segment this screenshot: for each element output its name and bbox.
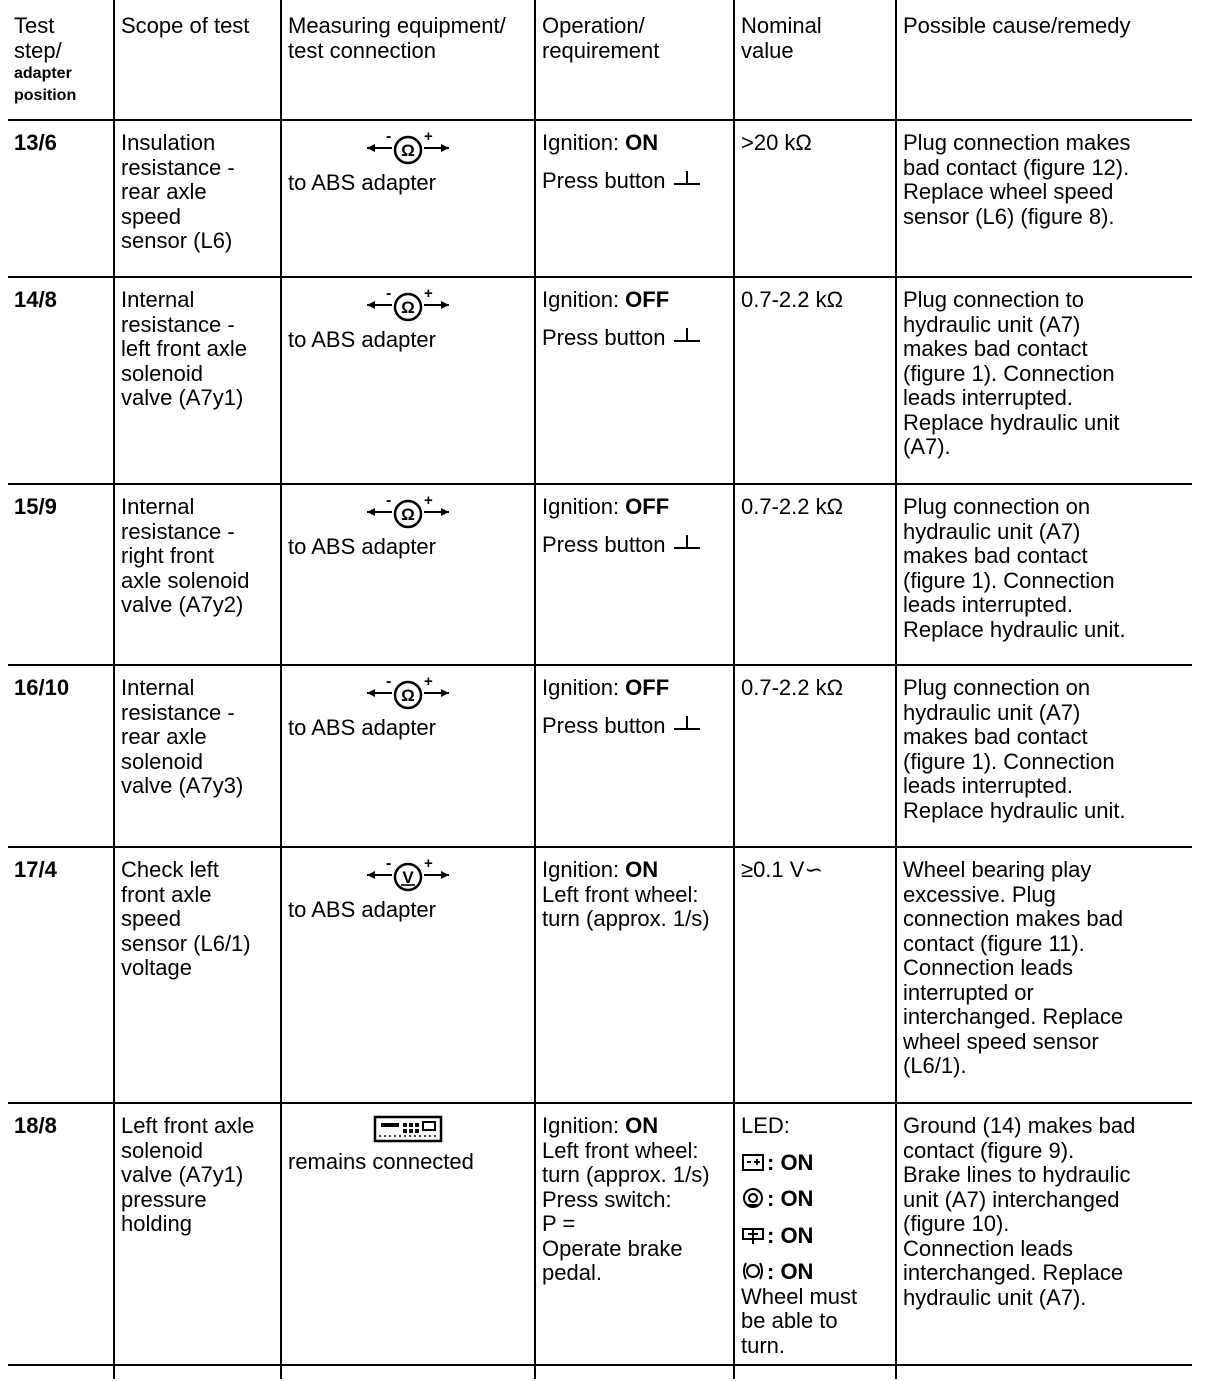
led-status-abs [741, 1260, 889, 1285]
cause-text: Plug connection makes [903, 130, 1131, 155]
ohmmeter-icon [363, 676, 453, 710]
meter-symbol: V [402, 868, 414, 887]
led-status-gear [741, 1187, 889, 1212]
cause-text: contact (figure 9). [903, 1137, 1075, 1163]
ohmmeter-icon [363, 131, 453, 165]
cause-text: makes bad contact [903, 336, 1088, 361]
led-on-text: : ON [767, 1222, 814, 1248]
led-label: LED: [741, 1113, 790, 1138]
scope-text: voltage [121, 955, 192, 980]
operation-text: Press button [542, 712, 666, 738]
measuring-cell [281, 120, 535, 277]
header-subtext: position [14, 87, 77, 104]
nominal-note: Wheel must [741, 1283, 858, 1309]
cause-text: hydraulic unit (A7). [903, 1284, 1087, 1310]
cause-text: leads interrupted. [903, 592, 1073, 617]
scope-text: valve (A7y1) [121, 1162, 244, 1187]
ignition-state: ON [625, 857, 659, 882]
cause-text: (figure 1). Connection [903, 748, 1115, 774]
ignition-label: Ignition: [542, 857, 626, 882]
cause-text: (figure 10). [903, 1211, 1010, 1236]
valve-icon [741, 1224, 767, 1246]
connection-text: to ABS adapter [288, 714, 436, 740]
header-text: Test [14, 13, 55, 38]
table-row-empty [8, 1365, 1192, 1379]
ignition-state: ON [625, 130, 659, 155]
press-button-icon [672, 532, 702, 552]
cause-cell [896, 484, 1192, 665]
scope-text: rear axle [121, 724, 207, 749]
header-text: Operation/ [542, 13, 645, 38]
scope-text: valve (A7y1) [121, 385, 244, 410]
cause-text: leads interrupted. [903, 773, 1073, 798]
nominal-cell [734, 847, 896, 1103]
scope-text: axle solenoid [121, 567, 250, 593]
svg-text:-: - [386, 676, 392, 690]
cause-text: interrupted or [903, 979, 1034, 1005]
cause-text: Plug connection on [903, 675, 1091, 700]
operation-cell [535, 120, 734, 277]
scope-text: front axle [121, 881, 212, 907]
cause-text: Replace hydraulic unit. [903, 616, 1126, 642]
led-on-text: : ON [767, 1186, 814, 1211]
nominal-note: be able to [741, 1308, 838, 1333]
cause-text: (A7). [903, 434, 951, 459]
measuring-cell [281, 1103, 535, 1365]
cause-text: Plug connection to [903, 287, 1085, 312]
scope-text: left front axle [121, 336, 247, 361]
scope-text: sensor (L6/1) [121, 930, 251, 956]
scope-cell [114, 120, 281, 277]
scope-text: Insulation [121, 130, 216, 155]
svg-text:+: + [424, 676, 433, 690]
tester-device-icon [373, 1114, 443, 1144]
svg-text:-: - [386, 288, 392, 302]
warning-lamp-icon [741, 1187, 767, 1209]
svg-text:-: - [386, 131, 392, 145]
cause-text: interchanged. Replace [903, 1260, 1124, 1285]
cause-cell [896, 847, 1192, 1103]
cause-text: wheel speed sensor [903, 1028, 1099, 1054]
cause-text: interchanged. Replace [903, 1004, 1124, 1029]
header-subtext: adapter [14, 65, 72, 82]
scope-text: holding [121, 1211, 192, 1236]
operation-text: pedal. [542, 1260, 602, 1285]
led-on-text: : ON [767, 1149, 814, 1175]
connection-text: to ABS adapter [288, 169, 436, 195]
scope-text: resistance - [121, 154, 235, 180]
nominal-value: 0.7-2.2 kΩ [741, 675, 844, 700]
ohmmeter-icon [363, 495, 453, 529]
cause-text: connection makes bad [903, 906, 1124, 931]
meter-symbol: Ω [401, 505, 415, 524]
cause-text: Brake lines to hydraulic [903, 1162, 1131, 1187]
header-text: step/ [14, 37, 62, 63]
svg-text:-: - [386, 495, 392, 509]
scope-cell [114, 277, 281, 484]
abs-lamp-icon [741, 1260, 767, 1282]
cause-text: excessive. Plug [903, 881, 1056, 907]
ignition-label: Ignition: [542, 1113, 626, 1138]
led-status-valve [741, 1224, 889, 1249]
scope-text: speed [121, 203, 181, 229]
ignition-label: Ignition: [542, 675, 626, 700]
scope-text: Left front axle [121, 1113, 255, 1138]
scope-text: solenoid [121, 360, 203, 386]
header-text: requirement [542, 37, 660, 63]
cause-text: leads interrupted. [903, 385, 1073, 410]
operation-cell [535, 1103, 734, 1365]
connection-text: to ABS adapter [288, 896, 436, 922]
test-table [8, 0, 1192, 1379]
operation-text: Left front wheel: [542, 1137, 699, 1163]
connection-text: to ABS adapter [288, 533, 436, 559]
header-text: value [741, 37, 794, 63]
ignition-label: Ignition: [542, 494, 626, 519]
nominal-cell [734, 277, 896, 484]
header-text: Nominal [741, 13, 822, 38]
nominal-value: 0.7-2.2 kΩ [741, 494, 844, 519]
cause-text: Connection leads [903, 1235, 1074, 1261]
operation-cell [535, 277, 734, 484]
scope-text: valve (A7y2) [121, 592, 244, 617]
operation-text: Press button [542, 167, 666, 193]
cause-text: sensor (L6) (figure 8). [903, 203, 1115, 229]
cause-text: contact (figure 11). [903, 930, 1085, 956]
meter-symbol: Ω [401, 298, 415, 317]
scope-text: Internal [121, 287, 195, 312]
table-row [8, 120, 1192, 277]
led-on-text: : ON [767, 1259, 814, 1284]
scope-text: valve (A7y3) [121, 773, 244, 798]
ignition-state: OFF [625, 675, 670, 700]
table-row [8, 847, 1192, 1103]
cause-text: Replace hydraulic unit [903, 409, 1120, 435]
cause-text: hydraulic unit (A7) [903, 518, 1081, 544]
step-number: 13/6 [14, 130, 57, 155]
step-number: 16/10 [14, 675, 70, 700]
header-text: Measuring equipment/ [288, 13, 506, 38]
scope-text: speed [121, 906, 181, 931]
operation-text: Press button [542, 531, 666, 557]
ohmmeter-icon [363, 288, 453, 322]
ignition-label: Ignition: [542, 287, 626, 312]
step-number: 18/8 [14, 1113, 57, 1138]
cause-text: hydraulic unit (A7) [903, 699, 1081, 725]
scope-cell [114, 847, 281, 1103]
measuring-cell [281, 484, 535, 665]
scope-text: solenoid [121, 748, 203, 774]
svg-text:-: - [386, 858, 392, 872]
scope-text: Check left [121, 857, 219, 882]
scope-text: resistance - [121, 311, 235, 337]
header-measuring [281, 0, 535, 120]
operation-text: Press button [542, 324, 666, 350]
step-number: 14/8 [14, 287, 57, 312]
header-test-step [8, 0, 114, 120]
operation-cell [535, 847, 734, 1103]
cause-text: makes bad contact [903, 543, 1088, 568]
header-cause: Possible cause/remedy [896, 0, 1192, 120]
scope-text: rear axle [121, 179, 207, 204]
operation-text: Press switch: [542, 1186, 672, 1212]
connection-text: to ABS adapter [288, 326, 436, 352]
table-row [8, 1103, 1192, 1365]
svg-text:+: + [424, 858, 433, 872]
measuring-cell [281, 277, 535, 484]
press-button-icon [672, 713, 702, 733]
svg-text:+: + [424, 131, 433, 145]
cause-text: Replace wheel speed [903, 179, 1114, 204]
cause-text: makes bad contact [903, 724, 1088, 749]
nominal-note: turn. [741, 1332, 786, 1358]
cause-text: Wheel bearing play [903, 857, 1092, 882]
scope-text: resistance - [121, 518, 235, 544]
scope-text: sensor (L6) [121, 228, 233, 253]
scope-text: Internal [121, 675, 195, 700]
scope-text: Internal [121, 494, 195, 519]
operation-text: turn (approx. 1/s) [542, 906, 710, 931]
cause-cell [896, 120, 1192, 277]
nominal-cell [734, 665, 896, 847]
svg-text:+: + [424, 288, 433, 302]
operation-text: turn (approx. 1/s) [542, 1162, 710, 1187]
cause-text: bad contact (figure 12). [903, 154, 1130, 180]
scope-text: pressure [121, 1186, 207, 1212]
table-row [8, 277, 1192, 484]
operation-text: P = [542, 1211, 576, 1236]
scope-cell [114, 1103, 281, 1365]
operation-cell [535, 665, 734, 847]
cause-text: unit (A7) interchanged [903, 1186, 1120, 1212]
header-text: test connection [288, 37, 436, 63]
cause-text: Ground (14) makes bad [903, 1113, 1136, 1138]
press-button-icon [672, 168, 702, 188]
operation-cell [535, 484, 734, 665]
nominal-value: ≥0.1 V∽ [741, 857, 823, 882]
cause-cell [896, 1103, 1192, 1365]
cause-text: (figure 1). Connection [903, 567, 1115, 593]
scope-text: resistance - [121, 699, 235, 725]
cause-text: hydraulic unit (A7) [903, 311, 1081, 337]
step-number: 17/4 [14, 857, 57, 882]
nominal-value: 0.7-2.2 kΩ [741, 287, 844, 312]
table-row [8, 665, 1192, 847]
battery-warning-icon [741, 1151, 767, 1173]
scope-cell [114, 484, 281, 665]
scope-text: solenoid [121, 1137, 203, 1163]
cause-text: Connection leads [903, 955, 1074, 980]
led-status-battery [741, 1151, 889, 1176]
ignition-label: Ignition: [542, 130, 626, 155]
ignition-state: OFF [625, 494, 670, 519]
nominal-value: >20 kΩ [741, 130, 812, 155]
cause-cell [896, 665, 1192, 847]
connection-text: remains connected [288, 1148, 474, 1174]
nominal-cell [734, 120, 896, 277]
measuring-cell [281, 665, 535, 847]
scope-text: right front [121, 543, 214, 568]
header-operation [535, 0, 734, 120]
cause-text: Plug connection on [903, 494, 1091, 519]
header-scope: Scope of test [114, 0, 281, 120]
operation-text: Left front wheel: [542, 881, 699, 907]
svg-text:+: + [424, 495, 433, 509]
cause-cell [896, 277, 1192, 484]
table-row [8, 484, 1192, 665]
ignition-state: ON [625, 1113, 659, 1138]
step-number: 15/9 [14, 494, 57, 519]
press-button-icon [672, 325, 702, 345]
meter-symbol: Ω [401, 686, 415, 705]
meter-symbol: Ω [401, 141, 415, 160]
cause-text: Replace hydraulic unit. [903, 797, 1126, 823]
operation-text: Operate brake [542, 1235, 683, 1261]
header-row [8, 0, 1192, 120]
nominal-cell [734, 1103, 896, 1365]
ignition-state: OFF [625, 287, 670, 312]
nominal-cell [734, 484, 896, 665]
cause-text: (L6/1). [903, 1053, 967, 1078]
header-nominal [734, 0, 896, 120]
cause-text: (figure 1). Connection [903, 360, 1115, 386]
measuring-cell [281, 847, 535, 1103]
scope-cell [114, 665, 281, 847]
voltmeter-icon [363, 858, 453, 892]
